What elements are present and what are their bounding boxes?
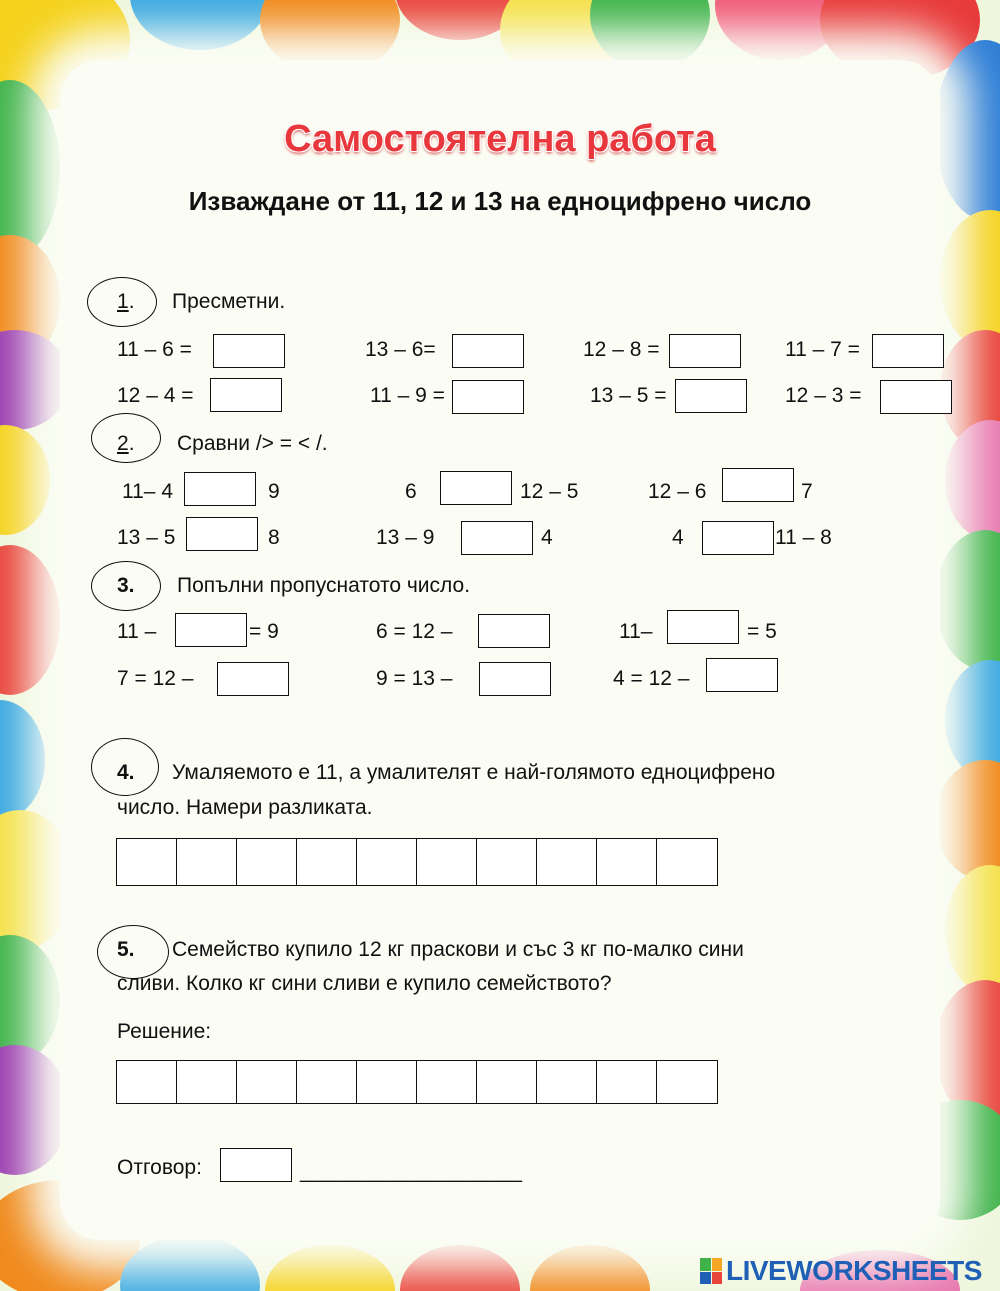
task1-expr: 13 – 5 = [590,384,667,407]
task2-compare-box[interactable] [461,521,533,555]
answer-line[interactable]: ___________________ [300,1160,522,1183]
task2-left: 13 – 5 [117,526,176,549]
task3-expr: = 9 [249,620,279,643]
task2-right: 11 – 8 [775,526,832,549]
task1-answer-box[interactable] [872,334,944,368]
task1-answer-box[interactable] [675,379,747,413]
task2-compare-box[interactable] [702,521,774,555]
task3-number: 3. [117,574,135,597]
task3-expr: 11– [619,620,653,643]
task1-expr: 11 – 6 = [117,338,192,361]
answer-number-box[interactable] [220,1148,292,1182]
solution-label: Решение: [117,1020,212,1043]
task3-missing-box[interactable] [706,658,778,692]
task1-answer-box[interactable] [213,334,285,368]
task2-left: 13 – 9 [376,526,435,549]
task1-expr: 12 – 8 = [583,338,660,361]
task3-missing-box[interactable] [478,614,550,648]
task1-answer-box[interactable] [880,380,952,414]
task1-answer-box[interactable] [452,334,524,368]
task2-right: 9 [268,480,280,503]
task5-number: 5. [117,938,135,961]
task4-text-line2: число. Намери разликата. [117,796,373,819]
task1-answer-box[interactable] [210,378,282,412]
task5-solution-grid[interactable] [116,1060,718,1104]
liveworksheets-logo-text: LIVEWORKSHEETS [726,1255,982,1286]
task2-compare-box[interactable] [722,468,794,502]
task2-compare-box[interactable] [440,471,512,505]
task3-missing-box[interactable] [217,662,289,696]
task5-text-line2: сливи. Колко кг сини сливи е купило семейството? [117,972,612,995]
task2-right: 12 – 5 [520,480,579,503]
task2-number: 2. [117,432,135,455]
task2-left: 12 – 6 [648,480,707,503]
task3-instruction: Попълни пропуснатото число. [177,574,471,597]
task2-left: 11– 4 [122,480,173,503]
task2-right: 4 [541,526,553,549]
task2-compare-box[interactable] [184,472,256,506]
task4-number: 4. [117,761,135,784]
worksheet-subtitle: Изваждане от 11, 12 и 13 на едноцифрено число [188,186,812,216]
task1-expr: 12 – 4 = [117,384,194,407]
task3-missing-box[interactable] [667,610,739,644]
task3-expr: 7 = 12 – [117,667,194,690]
task3-missing-box[interactable] [479,662,551,696]
task1-expr: 12 – 3 = [785,384,862,407]
task1-expr: 11 – 7 = [785,338,860,361]
task1-instruction: Пресметни. [172,290,286,313]
task3-expr: 4 = 12 – [613,667,690,690]
task2-left: 6 [405,480,417,503]
task1-answer-box[interactable] [452,380,524,414]
task2-instruction: Сравни /> = < /. [177,432,328,455]
task4-text-line1: Умаляемото е 11, а умалителят е най-голямото едноцифрено [172,761,776,784]
task1-number: 1. [117,290,135,313]
task2-right: 8 [268,526,280,549]
task3-missing-box[interactable] [175,613,247,647]
task3-expr: = 5 [747,620,777,643]
task3-expr: 9 = 13 – [376,667,453,690]
task2-compare-box[interactable] [186,517,258,551]
worksheet-title: Самостоятелна работа [284,118,716,160]
task2-left: 4 [672,526,684,549]
liveworksheets-logo-icon [700,1258,722,1284]
task5-text-line1: Семейство купило 12 кг праскови и със 3 кг по-малко сини [172,938,744,961]
task3-expr: 11 – [117,620,157,643]
task1-expr: 11 – 9 = [370,384,445,407]
task3-expr: 6 = 12 – [376,620,453,643]
task1-expr: 13 – 6= [365,338,436,361]
liveworksheets-logo [700,1255,982,1287]
task4-answer-grid[interactable] [116,838,718,886]
answer-label: Отговор: [117,1156,202,1179]
task1-answer-box[interactable] [669,334,741,368]
task2-right: 7 [801,480,813,503]
